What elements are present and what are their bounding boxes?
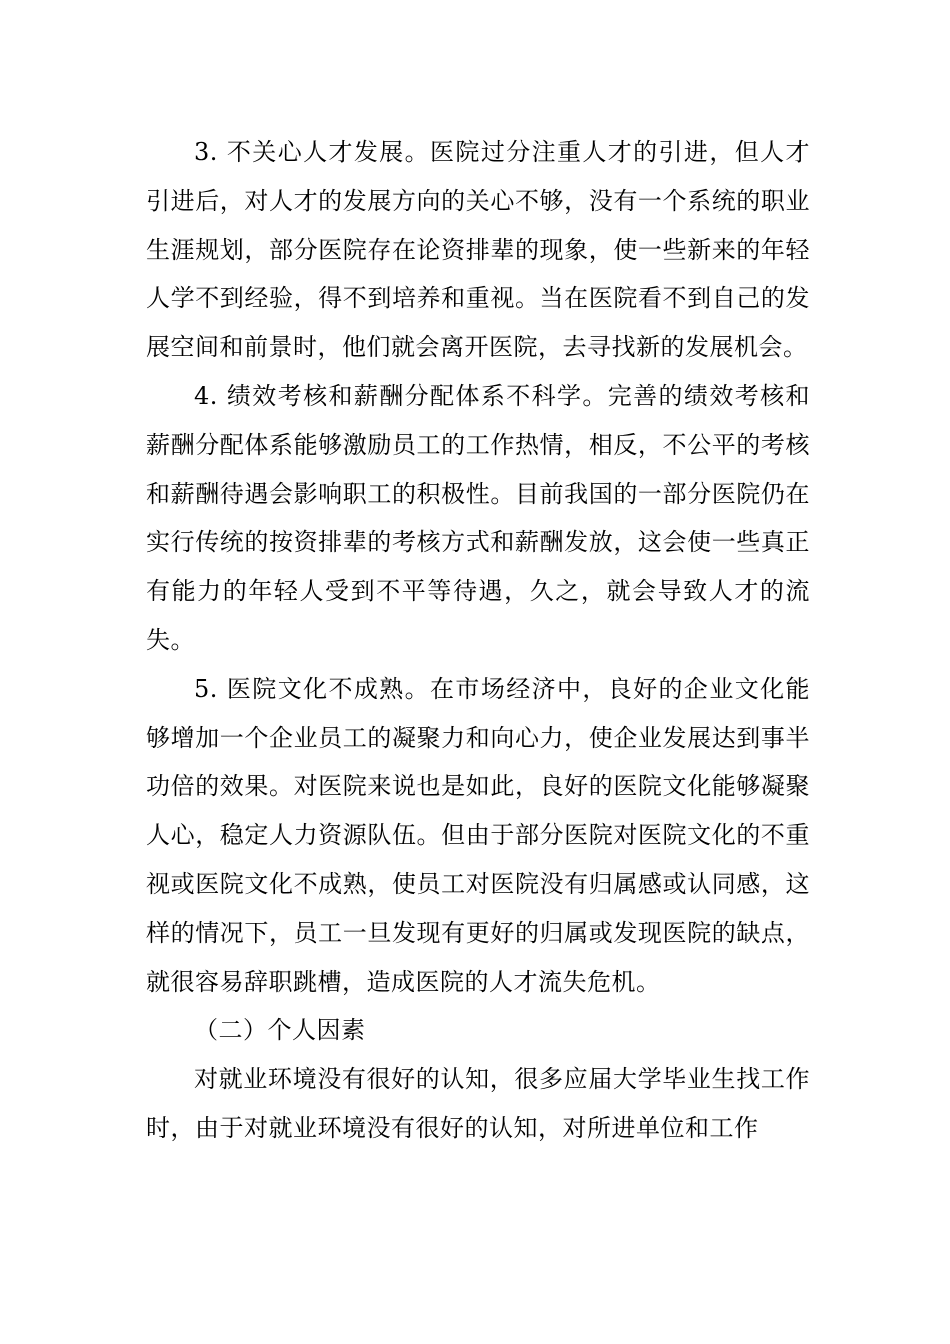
paragraph-item-3: 3. 不关心人才发展。医院过分注重人才的引进，但人才引进后，对人才的发展方向的关心不够，没有一个系统的职业生涯规划，部分医院存在论资排辈的现象，使一些新来的年轻人学不到经验，得不到培养和重视。当在医院看不到自己的发展空间和前景时，他们就会离开医院，去寻找新的发展机会。	[146, 138, 810, 362]
paragraph-item-4: 4. 绩效考核和薪酬分配体系不科学。完善的绩效考核和薪酬分配体系能够激励员工的工作热情，相反，不公平的考核和薪酬待遇会影响职工的积极性。目前我国的一部分医院仍在实行传统的按资排辈的考核方式和薪酬发放，这会使一些真正有能力的年轻人受到不平等待遇，久之，就会导致人才的流失。	[146, 381, 810, 654]
section-heading: （二）个人因素	[194, 1016, 366, 1045]
document-page	[146, 128, 810, 1153]
paragraph-item-5: 5. 医院文化不成熟。在市场经济中，良好的企业文化能够增加一个企业员工的凝聚力和向心力，使企业发展达到事半功倍的效果。对医院来说也是如此，良好的医院文化能够凝聚人心，稳定人力资源队伍。但由于部分医院对医院文化的不重视或医院文化不成熟，使员工对医院没有归属感或认同感，这样的情况下，员工一旦发现有更好的归属或发现医院的缺点，就很容易辞职跳槽，造成医院的人才流失危机。	[146, 674, 810, 996]
closing-paragraph: 对就业环境没有很好的认知，很多应届大学毕业生找工作时，由于对就业环境没有很好的认知，对所进单位和工作	[146, 1065, 810, 1142]
